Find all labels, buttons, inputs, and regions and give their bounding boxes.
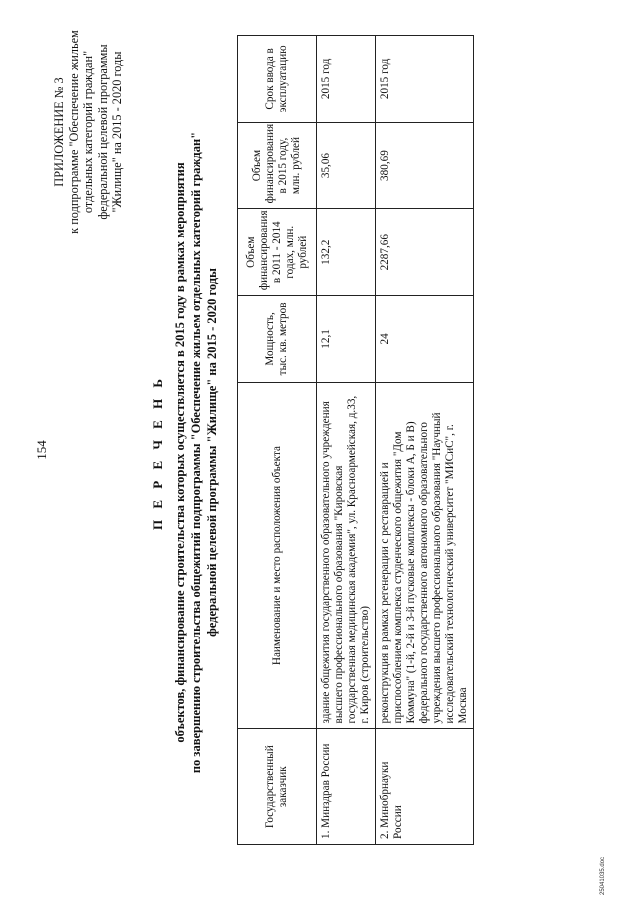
appendix-line: отдельных категорий граждан" (81, 50, 95, 214)
cell-capacity: 24 (376, 296, 474, 383)
table-header-row (238, 36, 317, 845)
objects-table (237, 35, 474, 845)
table-row (317, 36, 376, 845)
header-capacity: Мощность, тыс. кв. метров (238, 296, 317, 383)
title-line: по завершению строительства общежитий подпрограммы "Обеспечение жильем отдельных категорий граждан" (189, 131, 203, 774)
document-id: 25041035.doc (600, 856, 606, 895)
cell-commissioning: 2015 год (376, 36, 474, 123)
cell-name: здание общежития государственного образовательного учреждения высшего профессионального образования "Кировская государственная медицинская академия", ул. Красноармейская, д.33, г. Киров (строительство) (317, 382, 376, 729)
appendix-note (52, 27, 125, 237)
cell-funding-2015: 380,69 (376, 122, 474, 209)
title-line: объектов, финансирование строительства которых осуществляется в 2015 году в рамках мероприятия (173, 162, 187, 743)
appendix-line: "Жилище" на 2015 - 2020 годы (110, 51, 124, 213)
cell-capacity: 12,1 (317, 296, 376, 383)
appendix-line: ПРИЛОЖЕНИЕ № 3 (52, 77, 66, 187)
appendix-line: федеральной целевой программы (95, 44, 110, 220)
cell-customer: 2. Минобрнауки России (376, 729, 474, 845)
cell-name: реконструкция в рамках регенерации с реставрацией и приспособлением комплекса студенческого общежития "Дом Коммуна" (1-й, 2-й и 3-й пусковые комплексы - блоки А, Б и В) федерального государственного автономного образовательного учреждения высшего профессионального образования "Научный исследовательский технологический университет "МИСиС", г. Москва (376, 382, 474, 729)
title-line: федеральной целевой программы "Жилище" на 2015 - 2020 годы (205, 268, 219, 637)
cell-funding-2015: 35,06 (317, 122, 376, 209)
cell-customer: 1. Минздрав России (317, 729, 376, 845)
header-commissioning: Срок ввода в эксплуатацию (238, 36, 317, 123)
appendix-line: к подпрограмме "Обеспечение жильем (66, 30, 81, 234)
document-title (150, 0, 220, 905)
header-funding-2011-2014: Объем финансирования в 2011 - 2014 годах, млн. рублей (238, 209, 317, 296)
cell-commissioning: 2015 год (317, 36, 376, 123)
table-row (376, 36, 474, 845)
header-customer: Государственный заказчик (238, 729, 317, 845)
cell-funding-2011-2014: 132,2 (317, 209, 376, 296)
header-funding-2015: Объем финансирования в 2015 году, млн. рублей (238, 122, 317, 209)
title-heading: П Е Р Е Ч Е Н Ь (150, 374, 165, 531)
cell-funding-2011-2014: 2287,66 (376, 209, 474, 296)
header-name: Наименование и место расположения объекта (238, 382, 317, 729)
page-number: 154 (34, 440, 49, 460)
